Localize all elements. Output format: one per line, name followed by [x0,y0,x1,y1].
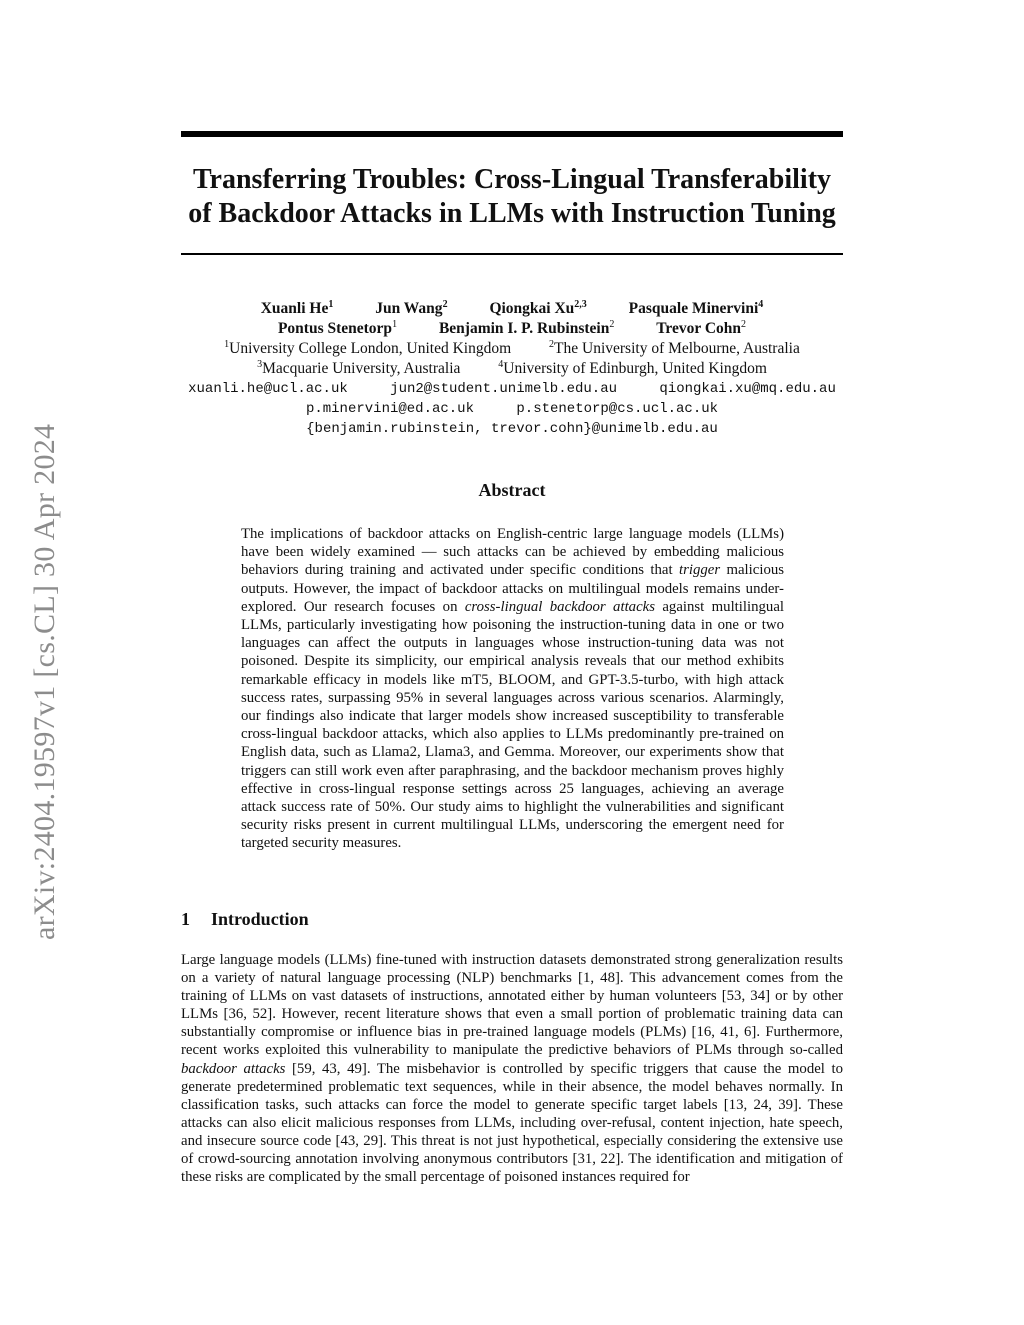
email-address[interactable]: {benjamin.rubinstein, trevor.cohn}@unimelb.edu.au [306,421,718,437]
title-bottom-rule [181,253,843,255]
affiliation: $^3$Macquarie University, Australia [257,358,461,377]
introduction-text: Large language models (LLMs) fine-tuned with instruction datasets demonstrated strong generalization results on a variety of natural language processing (NLP) benchmarks [1, 48]. This advancement comes from the training of LLMs on vast datasets of instructions, annotated either by human volunteers [53, 34] or by other LLMs [36, 52]. However, recent literature shows that even a small portion of problematic training data can substantially compromise or influence bias in pre-trained language models (PLMs) [16, 41, 6]. Furthermore, recent works exploited this vulnerability to manipulate the predictive behaviors of PLMs through so-called backdoor attacks [59, 43, 49]. The misbehavior is controlled by specific triggers that cause the model to generate predetermined problematic text sequences, while in their absence, the model behaves normally. In classification tasks, such attacks can force the model to generate specific target labels [13, 24, 39]. These attacks can also elicit malicious responses from LLMs, including over-refusal, content injection, hate speech, and insecure source code [43, 29]. This threat is not just hypothetical, especially considering the extensive use of crowd-sourcing annotation involving anonymous contributors [31, 22]. The identification and mitigation of these risks are complicated by the small percentage of poisoned instances required for [181,952,844,1186]
author-row-2 [150,319,874,339]
author-name: Xuanli He$^1$ [260,298,334,317]
affiliation-row-1 [150,339,874,359]
author-name: Pasquale Minervini$^4$ [628,298,764,317]
affiliation-row-2 [150,359,874,379]
arxiv-side-stamp[interactable]: arXiv:2404.19597v1 [cs.CL] 30 Apr 2024 [28,423,61,940]
section-number: 1 [181,909,190,929]
email-row-3 [150,419,874,439]
section-heading-introduction [181,909,309,930]
affiliation: $^1$University College London, United Kingdom [224,338,512,357]
email-address[interactable]: jun2@student.unimelb.edu.au [390,381,618,397]
affiliation: $^2$The University of Melbourne, Australia [549,338,800,357]
title-line-2: of Backdoor Attacks in LLMs with Instruction Tuning [188,198,836,229]
email-row-2 [150,399,874,419]
author-name: Qiongkai Xu$^{2,3}$ [489,298,587,317]
abstract-heading: Abstract [478,480,546,500]
email-address[interactable]: p.minervini@ed.ac.uk [305,401,474,417]
author-name: Jun Wang$^2$ [375,298,448,317]
email-address[interactable]: p.stenetorp@cs.ucl.ac.uk [516,401,719,417]
email-address[interactable]: qiongkai.xu@mq.edu.au [659,381,836,397]
title-line-1: Transferring Troubles: Cross-Lingual Transferability [192,164,832,195]
section-title: Introduction [211,909,309,929]
abstract-text: The implications of backdoor attacks on English-centric large language models (LLMs) have been widely examined — such attacks can be achieved by embedding malicious behaviors during training and activated under specific conditions that trigger malicious outputs. However, the impact of backdoor attacks on multilingual models remains under-explored. Our research focuses on cross-lingual backdoor attacks against multilingual LLMs, particularly investigating how poisoning the instruction-tuning data in one or two languages can affect the outputs in languages whose instruction-tuning data was not poisoned. Despite its simplicity, our empirical analysis reveals that our method exhibits remarkable efficacy in models like mT5, BLOOM, and GPT-3.5-turbo, with high attack success rates, surpassing 95% in several languages across various scenarios. Alarmingly, our findings also indicate that larger models show increased susceptibility to transferable cross-lingual backdoor attacks, which also applies to LLMs predominantly pre-trained on English data, such as Llama2, Llama3, and Gemma. Moreover, our experiments show that triggers can still work even after paraphrasing, and the backdoor mechanism proves highly effective in cross-lingual response settings across 25 languages, achieving an average attack success rate of 50%. Our study aims to highlight the vulnerabilities and significant security risks present in current multilingual LLMs, underscoring the emergent need for targeted security measures. [241,526,785,852]
author-name: Pontus Stenetorp$^1$ [277,318,398,337]
author-name: Benjamin I. P. Rubinstein$^2$ [438,318,615,337]
author-name: Trevor Cohn$^2$ [656,318,747,337]
title-top-rule [181,131,843,137]
affiliation: $^4$University of Edinburgh, United Kingdom [498,358,767,377]
email-address[interactable]: xuanli.he@ucl.ac.uk [188,381,348,397]
author-block [150,299,874,439]
paper-title [150,163,874,231]
author-row-1 [150,299,874,319]
email-row-1 [150,379,874,399]
